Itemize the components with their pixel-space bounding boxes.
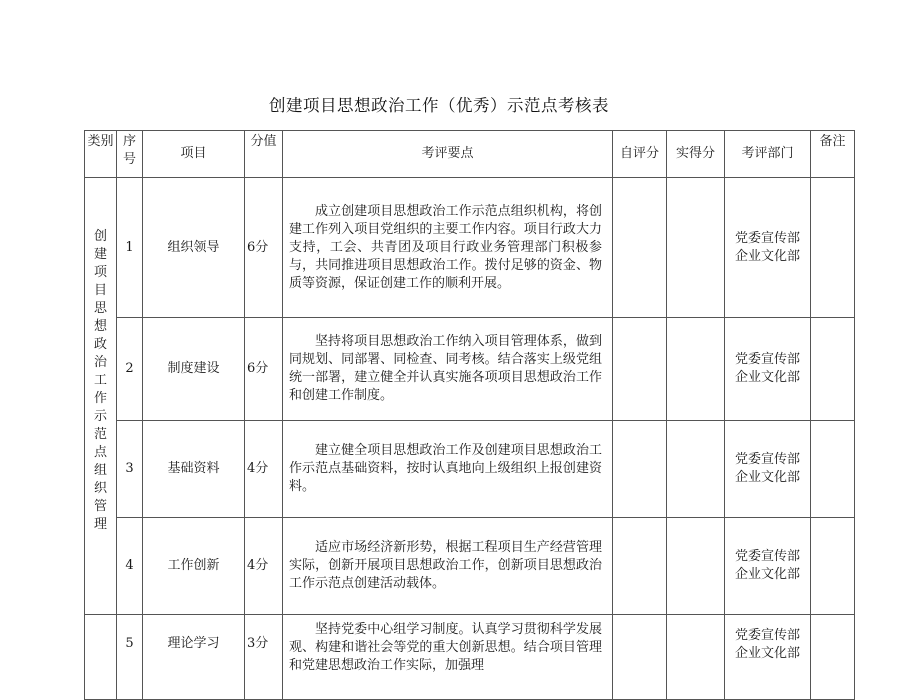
score-cell: 3分 — [245, 615, 283, 700]
seq-cell: 2 — [117, 318, 143, 421]
item-cell: 制度建设 — [143, 318, 245, 421]
points-cell — [283, 178, 613, 318]
item-cell: 组织领导 — [143, 178, 245, 318]
self-score-cell — [613, 615, 667, 700]
dept-line-2: 企业文化部 — [734, 248, 800, 264]
header-self-score: 自评分 — [613, 131, 667, 178]
self-score-cell — [613, 318, 667, 421]
score-cell: 6分 — [245, 318, 283, 421]
category-label: 创建项目思想政治工作示范点组织管理 — [93, 229, 107, 532]
points-text: 适应市场经济新形势，根据工程项目生产经营管理实际，创新开展项目思想政治工作，创新项目思想政治工作示范点创建活动载体。 — [289, 540, 602, 591]
table-row — [85, 518, 855, 615]
table-row — [85, 178, 855, 318]
points-text: 坚持党委中心组学习制度。认真学习贯彻科学发展观、构建和谐社会等党的重大创新思想。结合项目管理和党建思想政治工作实际，加强理 — [289, 622, 602, 673]
dept-cell — [725, 178, 811, 318]
dept-line-2: 企业文化部 — [734, 567, 800, 582]
dept-line-2: 企业文化部 — [734, 470, 800, 485]
remarks-cell — [811, 518, 855, 615]
item-cell: 基础资料 — [143, 421, 245, 518]
dept-line-1: 党委宣传部 — [734, 352, 800, 367]
dept-cell — [725, 318, 811, 421]
dept-line-1: 党委宣传部 — [734, 452, 800, 467]
dept-line-2: 企业文化部 — [734, 646, 800, 661]
header-actual-score: 实得分 — [667, 131, 725, 178]
table-row — [85, 615, 855, 700]
header-dept: 考评部门 — [725, 131, 811, 178]
points-text: 建立健全项目思想政治工作及创建项目思想政治工作示范点基础资料，按时认真地向上级组织上报创建资料。 — [289, 443, 602, 494]
self-score-cell — [613, 421, 667, 518]
category-cell — [85, 615, 117, 700]
actual-score-cell — [667, 318, 725, 421]
points-cell — [283, 421, 613, 518]
remarks-cell — [811, 615, 855, 700]
points-text: 成立创建项目思想政治工作示范点组织机构，将创建工作列入项目党组织的主要工作内容。项目行政大力支持，工会、共青团及项目行政业务管理部门积极参与，共同推进项目思想政治工作。拨付足够的资金、物质等资源，保证创建工作的顺利开展。 — [289, 203, 602, 291]
points-cell — [283, 318, 613, 421]
header-category: 类别 — [85, 131, 117, 178]
remarks-cell — [811, 421, 855, 518]
dept-cell — [725, 518, 811, 615]
header-points: 考评要点 — [283, 131, 613, 178]
seq-cell: 3 — [117, 421, 143, 518]
item-cell: 理论学习 — [143, 615, 245, 700]
points-cell — [283, 615, 613, 700]
dept-line-1: 党委宣传部 — [734, 549, 800, 564]
item-cell: 工作创新 — [143, 518, 245, 615]
dept-cell — [725, 421, 811, 518]
page-title: 创建项目思想政治工作（优秀）示范点考核表 — [269, 96, 609, 115]
score-cell: 4分 — [245, 421, 283, 518]
score-cell: 6分 — [245, 178, 283, 318]
points-cell — [283, 518, 613, 615]
score-cell: 4分 — [245, 518, 283, 615]
actual-score-cell — [667, 518, 725, 615]
category-cell — [85, 178, 117, 615]
header-score: 分值 — [245, 131, 283, 178]
seq-cell: 4 — [117, 518, 143, 615]
header-seq: 序号 — [117, 131, 143, 178]
table-row — [85, 318, 855, 421]
dept-line-1: 党委宣传部 — [734, 628, 800, 643]
header-item: 项目 — [143, 131, 245, 178]
table-row — [85, 421, 855, 518]
self-score-cell — [613, 178, 667, 318]
seq-cell: 5 — [117, 615, 143, 700]
actual-score-cell — [667, 615, 725, 700]
assessment-table — [84, 130, 855, 700]
remarks-cell — [811, 178, 855, 318]
actual-score-cell — [667, 178, 725, 318]
seq-cell: 1 — [117, 178, 143, 318]
dept-line-1: 党委宣传部 — [734, 230, 800, 246]
dept-cell — [725, 615, 811, 700]
dept-line-2: 企业文化部 — [734, 370, 800, 385]
table-header-row — [85, 131, 855, 178]
self-score-cell — [613, 518, 667, 615]
remarks-cell — [811, 318, 855, 421]
actual-score-cell — [667, 421, 725, 518]
points-text: 坚持将项目思想政治工作纳入项目管理体系，做到同规划、同部署、同检查、同考核。结合落实上级党组统一部署，建立健全并认真实施各项项目思想政治工作和创建工作制度。 — [289, 334, 602, 403]
header-remarks: 备注 — [811, 131, 855, 178]
